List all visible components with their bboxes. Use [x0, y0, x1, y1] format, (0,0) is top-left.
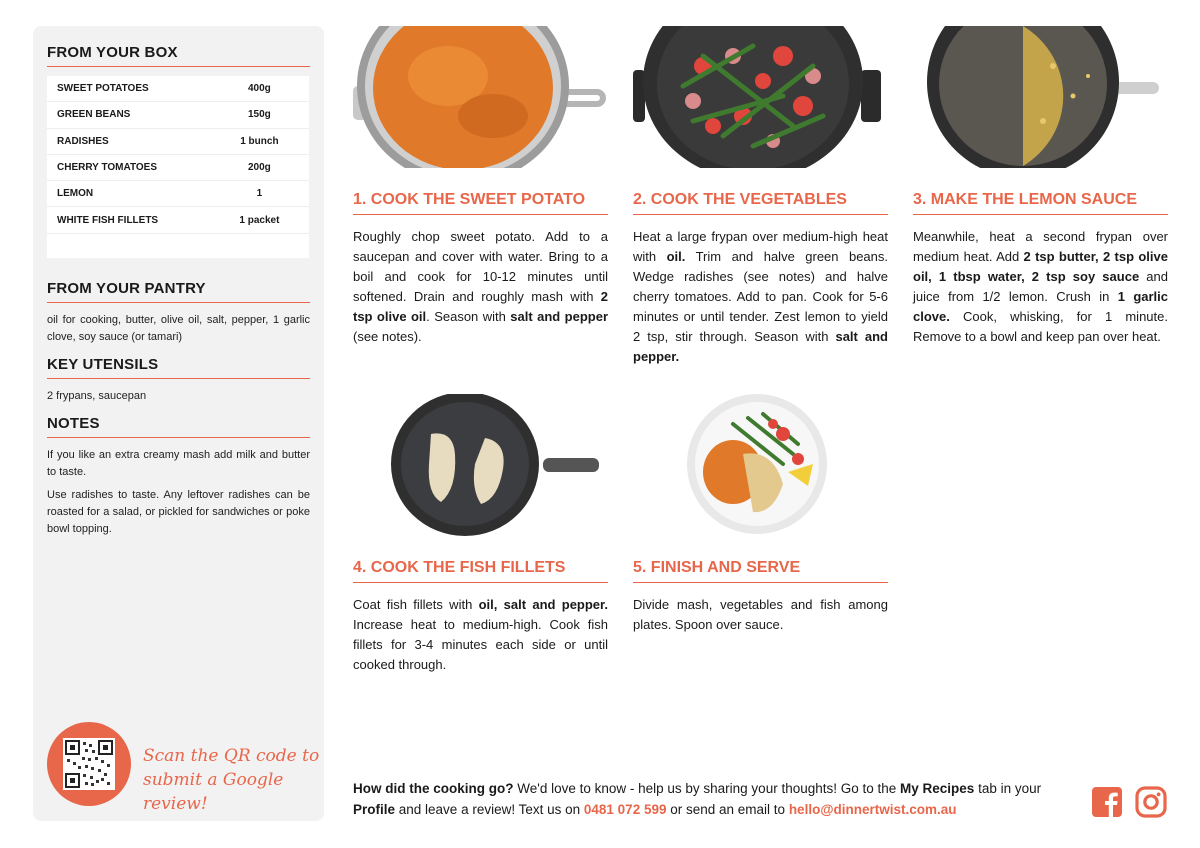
emphasis-text: 2 tsp olive oil: [353, 289, 608, 324]
qr-badge[interactable]: [47, 722, 131, 806]
text-run: or send an email to: [666, 802, 789, 817]
step-title: 5. FINISH AND SERVE: [633, 559, 888, 583]
emphasis-text: How did the cooking go?: [353, 781, 514, 796]
box-ingredients-table: [47, 76, 309, 258]
social-links: [1091, 786, 1167, 818]
text-run: (see notes).: [353, 329, 422, 344]
emphasis-text: 1 garlic clove.: [913, 289, 1168, 324]
step-2: [633, 26, 888, 367]
emphasis-text: My Recipes: [900, 781, 975, 796]
step-text: [353, 227, 608, 347]
step-1: [353, 26, 608, 347]
ingredient-qty: 1 packet: [239, 214, 280, 226]
qr-code-icon[interactable]: [63, 738, 115, 790]
text-run: We'd love to know - help us by sharing your thoughts! Go to the: [513, 781, 901, 796]
note-item: Use radishes to taste. Any leftover radishes can be roasted for a salad, or pickled for sandwiches or poke bowl topping.: [47, 488, 310, 535]
table-row: [47, 102, 309, 128]
emphasis-text: salt and pepper: [510, 309, 609, 324]
ingredient-qty: 150g: [247, 109, 271, 121]
notes-section: [47, 415, 310, 538]
emphasis-text: salt and pepper.: [633, 329, 888, 364]
qr-caption-line: Scan the QR code to: [143, 746, 320, 766]
table-row: [47, 155, 309, 181]
step-4-photo: [353, 394, 608, 536]
pantry-heading: FROM YOUR PANTRY: [47, 280, 310, 303]
utensils-text: 2 frypans, saucepan: [47, 389, 147, 402]
qr-caption-line: submit a Google review!: [143, 770, 284, 814]
step-4: [353, 394, 608, 675]
text-run: Heat a large frypan over medium-high heat with: [633, 229, 888, 264]
instagram-icon[interactable]: [1135, 786, 1167, 818]
step-text: [633, 227, 888, 367]
text-run: Increase heat to medium-high. Cook fish fillets for 3-4 minutes each side or until cooked through.: [353, 617, 608, 672]
text-run: Roughly chop sweet potato. Add to a saucepan and cover with water. Bring to a boil and cook for 10-12 minutes until softened. Drain and roughly mash with: [353, 229, 608, 304]
step-3-photo: [913, 26, 1168, 168]
text-run: and juice from 1/2 lemon. Crush in: [913, 269, 1168, 304]
emphasis-text: oil.: [666, 249, 686, 264]
emphasis-text: Profile: [353, 802, 396, 817]
text-run: and leave a review! Text us on: [395, 802, 584, 817]
text-run: tab in your: [974, 781, 1042, 796]
facebook-icon[interactable]: [1091, 786, 1123, 818]
contact-link[interactable]: hello@dinnertwist.com.au: [788, 802, 957, 817]
note-item: If you like an extra creamy mash add milk and butter to taste.: [47, 448, 310, 478]
text-run: Cook, whisking, for 1 minute. Remove to a bowl and keep pan over heat.: [913, 309, 1168, 344]
table-row: [47, 181, 309, 207]
pantry-section: [47, 280, 310, 346]
ingredient-name: RADISHES: [57, 135, 109, 147]
table-spacer: [47, 234, 309, 258]
step-title: 1. COOK THE SWEET POTATO: [353, 191, 608, 215]
text-run: Coat fish fillets with: [353, 597, 479, 612]
step-text: [633, 595, 888, 635]
ingredient-name: GREEN BEANS: [57, 109, 131, 121]
pantry-text: oil for cooking, butter, olive oil, salt, pepper, 1 garlic clove, soy sauce (or tamari): [47, 313, 310, 343]
text-run: Divide mash, vegetables and fish among plates. Spoon over sauce.: [633, 597, 888, 632]
step-3: [913, 26, 1168, 347]
text-run: Trim and halve green beans. Wedge radishes (see notes) and halve cherry tomatoes. Add to pan. Cook for 5-6 minutes or until tender. Zest lemon to yield 2 tsp, stir through. Season with: [633, 249, 888, 344]
qr-caption: [143, 744, 324, 816]
ingredient-name: CHERRY TOMATOES: [57, 162, 158, 174]
step-5-photo: [633, 394, 888, 536]
ingredient-qty: 200g: [247, 162, 271, 174]
emphasis-text: 2 tsp butter, 2 tsp olive oil, 1 tbsp water, 2 tsp soy sauce: [913, 249, 1168, 284]
emphasis-text: oil, salt and pepper.: [478, 597, 608, 612]
table-row: [47, 207, 309, 233]
step-title: 2. COOK THE VEGETABLES: [633, 191, 888, 215]
sidebar-panel: [33, 26, 324, 821]
feedback-footer: [353, 778, 1073, 820]
table-row: [47, 76, 309, 102]
ingredient-name: LEMON: [57, 188, 94, 200]
box-heading: FROM YOUR BOX: [47, 44, 310, 67]
contact-link[interactable]: 0481 072 599: [583, 802, 667, 817]
notes-heading: NOTES: [47, 415, 310, 438]
ingredient-qty: 1 bunch: [240, 135, 279, 147]
utensils-section: [47, 356, 310, 405]
step-5: [633, 394, 888, 635]
step-title: 3. MAKE THE LEMON SAUCE: [913, 191, 1168, 215]
ingredient-qty: 1: [256, 188, 263, 200]
step-text: [353, 595, 608, 675]
step-2-photo: [633, 26, 888, 168]
step-title: 4. COOK THE FISH FILLETS: [353, 559, 608, 583]
step-1-photo: [353, 26, 608, 168]
table-row: [47, 129, 309, 155]
ingredient-name: WHITE FISH FILLETS: [57, 214, 159, 226]
ingredient-name: SWEET POTATOES: [57, 83, 149, 95]
text-run: Meanwhile, heat a second frypan over medium heat. Add: [913, 229, 1168, 264]
ingredient-qty: 400g: [247, 83, 271, 95]
text-run: . Season with: [426, 309, 511, 324]
step-text: [913, 227, 1168, 347]
utensils-heading: KEY UTENSILS: [47, 356, 310, 379]
